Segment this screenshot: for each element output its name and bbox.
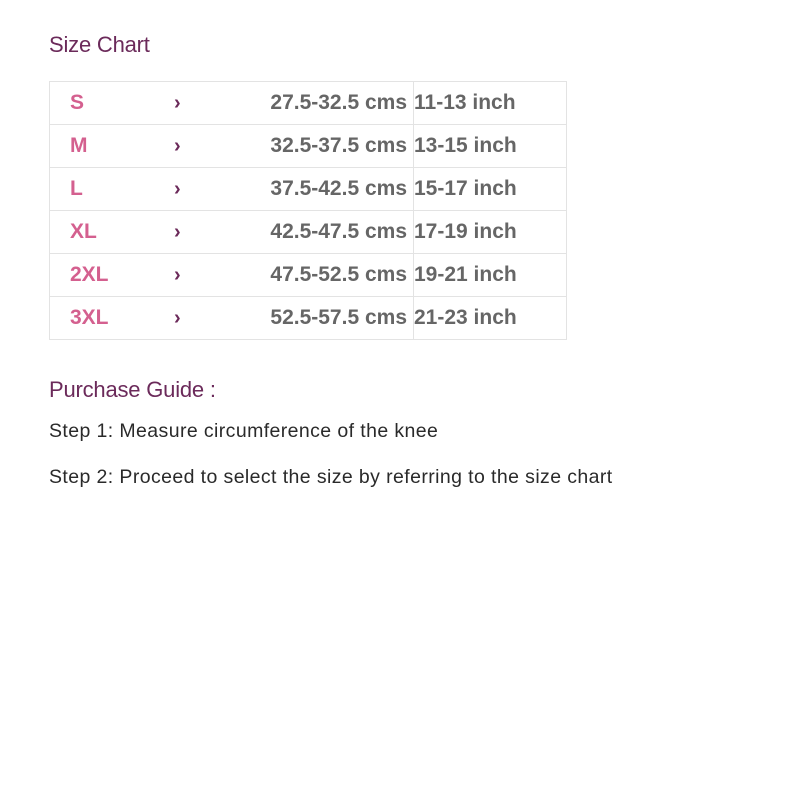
chevron-right-icon: › (174, 92, 181, 114)
inch-value: 17-19 inch (414, 211, 567, 254)
size-cell (50, 211, 414, 254)
size-chart-title: Size Chart (49, 32, 150, 57)
inch-value: 19-21 inch (414, 254, 567, 297)
size-cell (50, 254, 414, 297)
size-cell (50, 168, 414, 211)
size-cell (50, 297, 414, 340)
chevron-right-icon: › (174, 307, 181, 329)
cms-value: 47.5-52.5 cms (270, 263, 407, 286)
cms-value: 32.5-37.5 cms (270, 134, 407, 157)
purchase-step-1: Step 1: Measure circumference of the knee (49, 420, 439, 442)
purchase-guide-title: Purchase Guide : (49, 377, 216, 402)
size-label: M (70, 134, 88, 157)
size-label: 3XL (70, 306, 109, 329)
chevron-right-icon: › (174, 221, 181, 243)
size-chart-table (49, 81, 567, 340)
table-row (50, 254, 567, 297)
table-row (50, 82, 567, 125)
size-cell (50, 82, 414, 125)
cms-value: 37.5-42.5 cms (270, 177, 407, 200)
table-row (50, 297, 567, 340)
table-row (50, 211, 567, 254)
chevron-right-icon: › (174, 178, 181, 200)
table-row (50, 125, 567, 168)
cms-value: 27.5-32.5 cms (270, 91, 407, 114)
inch-value: 11-13 inch (414, 82, 567, 125)
purchase-step-2: Step 2: Proceed to select the size by referring to the size chart (49, 466, 613, 488)
size-label: 2XL (70, 263, 109, 286)
cms-value: 52.5-57.5 cms (270, 306, 407, 329)
table-row (50, 168, 567, 211)
size-cell (50, 125, 414, 168)
size-label: XL (70, 220, 97, 243)
inch-value: 21-23 inch (414, 297, 567, 340)
size-label: S (70, 91, 85, 114)
chevron-right-icon: › (174, 264, 181, 286)
cms-value: 42.5-47.5 cms (270, 220, 407, 243)
inch-value: 15-17 inch (414, 168, 567, 211)
inch-value: 13-15 inch (414, 125, 567, 168)
chevron-right-icon: › (174, 135, 181, 157)
size-label: L (70, 177, 83, 200)
